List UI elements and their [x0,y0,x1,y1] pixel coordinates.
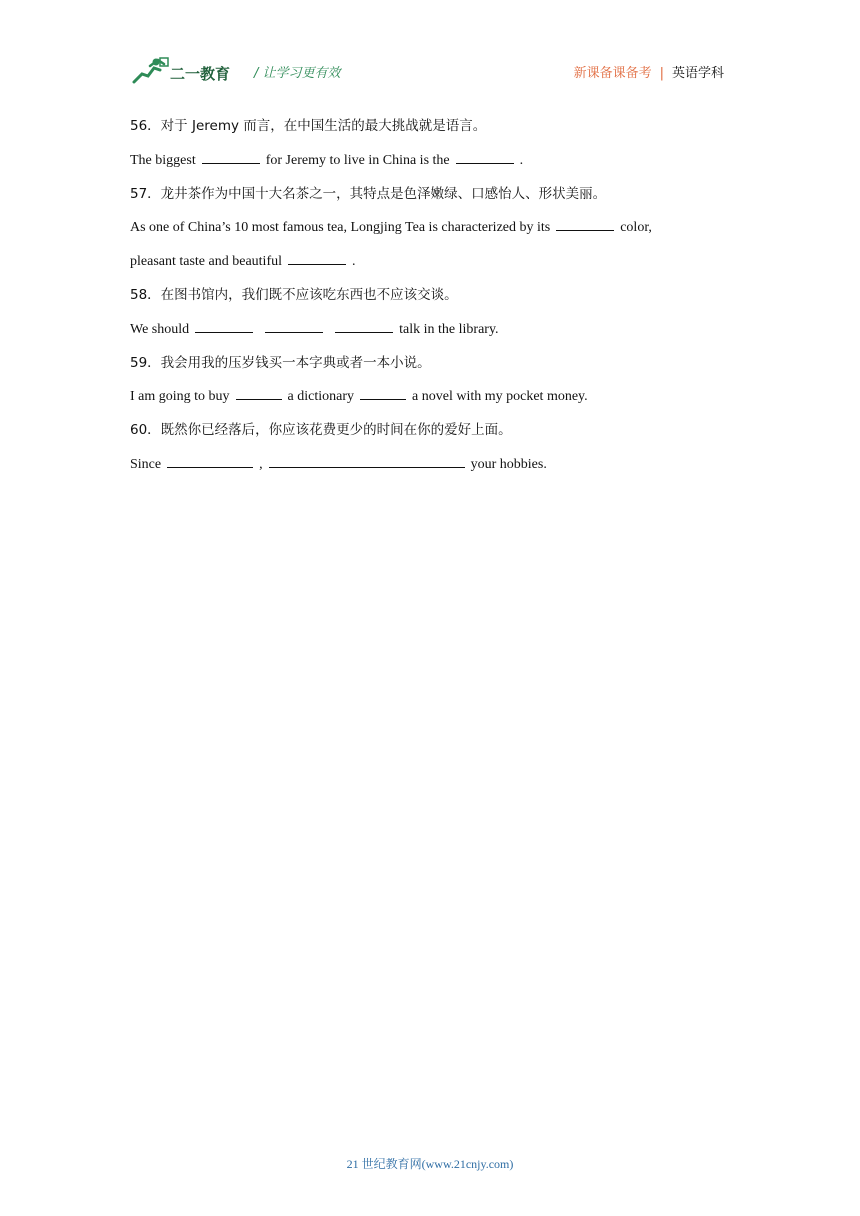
question-60-text-b: , [259,456,263,472]
question-57-blank-2[interactable] [288,250,346,265]
question-59-text-b: a dictionary [287,389,355,405]
question-57-text-c: pleasant taste and beautiful [130,254,282,270]
question-list [130,110,730,482]
question-57-en-line1 [130,211,730,245]
question-59-blank-1[interactable] [236,385,282,400]
question-60-blank-1[interactable] [167,453,253,468]
slogan: / 让学习更有效 [254,66,341,81]
question-58-text-a: We should [130,321,190,337]
question-56-blank-1[interactable] [202,149,260,164]
question-56-text-c: . [519,152,524,168]
question-57-blank-1[interactable] [556,216,614,231]
question-58-en [130,313,730,347]
header-tagline: 新课备课备考 [573,66,652,81]
question-59-text-c: a novel with my pocket money. [412,389,588,405]
question-56-en [130,144,730,178]
question-57-text-d: . [352,254,356,270]
page-footer[interactable]: 21 世纪教育网(www.21cnjy.com) [346,1157,514,1171]
question-60-text-a: Since [130,456,162,472]
question-57-cn: 57．龙井茶作为中国十大名茶之一，其特点是色泽嫩绿、口感怡人、形状美丽。 [130,185,607,202]
question-58-blank-3[interactable] [335,318,393,333]
question-60-en [130,448,730,482]
question-59-blank-2[interactable] [360,385,406,400]
question-57-text-b: color, [620,220,652,236]
header-subject [574,62,724,81]
page-header [130,56,730,86]
question-59-cn: 59．我会用我的压岁钱买一本字典或者一本小说。 [130,354,431,371]
logo-text: 二一教育 [170,65,231,83]
question-57-text-a: As one of China’s 10 most famous tea, Longjing Tea is characterized by its [130,220,551,236]
question-58-cn: 58．在图书馆内，我们既不应该吃东西也不应该交谈。 [130,286,458,303]
question-59-en [130,380,730,414]
question-59-text-a: I am going to buy [130,389,230,405]
question-58-blank-2[interactable] [265,318,323,333]
header-divider: | [659,66,664,81]
question-58-blank-1[interactable] [195,318,253,333]
header-subject-label: 英语学科 [671,66,724,81]
question-58-text-b: talk in the library. [399,321,499,337]
question-57-en-line2 [130,245,730,279]
question-60-text-c: your hobbies. [470,456,547,472]
question-56-text-a: The biggest [130,152,196,168]
runner-logo-icon [130,56,240,86]
site-logo [130,56,240,86]
question-60-blank-2[interactable] [269,453,465,468]
question-56-cn: 56．对于 Jeremy 而言，在中国生活的最大挑战就是语言。 [130,118,487,134]
question-56-text-b: for Jeremy to live in China is the [265,152,450,168]
question-56-blank-2[interactable] [456,149,514,164]
question-60-cn: 60．既然你已经落后，你应该花费更少的时间在你的爱好上面。 [130,422,512,439]
